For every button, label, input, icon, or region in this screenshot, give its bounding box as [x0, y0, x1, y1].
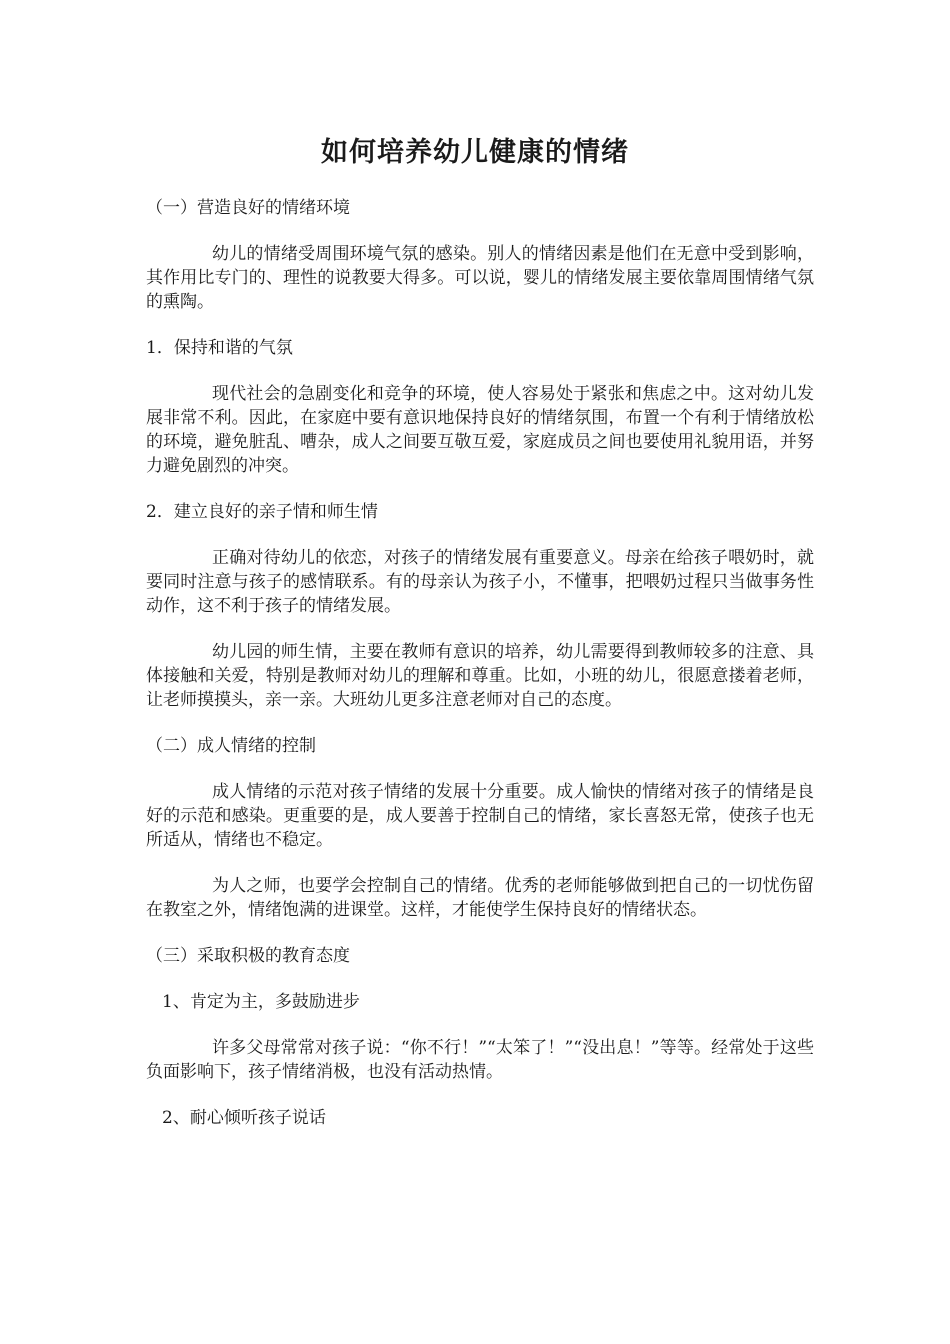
paragraph: 许多父母常常对孩子说：“你不行！”“太笨了！”“没出息！”等等。经常处于这些负面影响下，孩子情绪消极，也没有活动热情。: [146, 1038, 814, 1082]
paragraph: 幼儿的情绪受周围环境气氛的感染。别人的情绪因素是他们在无意中受到影响，其作用比专门的、理性的说教要大得多。可以说，婴儿的情绪发展主要依靠周围情绪气氛的熏陶。: [146, 244, 814, 312]
paragraph: 为人之师，也要学会控制自己的情绪。优秀的老师能够做到把自己的一切忧伤留在教室之外，情绪饱满的进课堂。这样，才能使学生保持良好的情绪状态。: [146, 876, 814, 920]
paragraph: 现代社会的急剧变化和竞争的环境，使人容易处于紧张和焦虑之中。这对幼儿发展非常不利。因此，在家庭中要有意识地保持良好的情绪氛围，布置一个有利于情绪放松的环境，避免脏乱、嘈杂，成人之间要互敬互爱，家庭成员之间也要使用礼貌用语，并努力避免剧烈的冲突。: [146, 384, 814, 476]
paragraph: 幼儿园的师生情，主要在教师有意识的培养，幼儿需要得到教师较多的注意、具体接触和关爱，特别是教师对幼儿的理解和尊重。比如，小班的幼儿，很愿意搂着老师，让老师摸摸头，亲一亲。大班幼儿更多注意老师对自己的态度。: [146, 642, 814, 710]
section-heading-3: （三）采取积极的教育态度: [146, 946, 350, 966]
section-heading-1: （一）营造良好的情绪环境: [146, 198, 350, 218]
subsection-heading-1-2: 2．建立良好的亲子情和师生情: [146, 502, 378, 522]
document-body: [146, 196, 814, 1152]
paragraph: 成人情绪的示范对孩子情绪的发展十分重要。成人愉快的情绪对孩子的情绪是良好的示范和感染。更重要的是，成人要善于控制自己的情绪，家长喜怒无常，使孩子也无所适从，情绪也不稳定。: [146, 782, 814, 850]
subsection-heading-1-1: 1．保持和谐的气氛: [146, 338, 293, 358]
paragraph: 正确对待幼儿的依恋，对孩子的情绪发展有重要意义。母亲在给孩子喂奶时，就要同时注意与孩子的感情联系。有的母亲认为孩子小，不懂事，把喂奶过程只当做事务性动作，这不利于孩子的情绪发展。: [146, 548, 814, 616]
document-title: 如何培养幼儿健康的情绪: [321, 137, 629, 168]
subsection-heading-3-1: 1、肯定为主，多鼓励进步: [162, 992, 360, 1012]
subsection-heading-3-2: 2、耐心倾听孩子说话: [162, 1108, 326, 1128]
section-heading-2: （二）成人情绪的控制: [146, 736, 316, 756]
